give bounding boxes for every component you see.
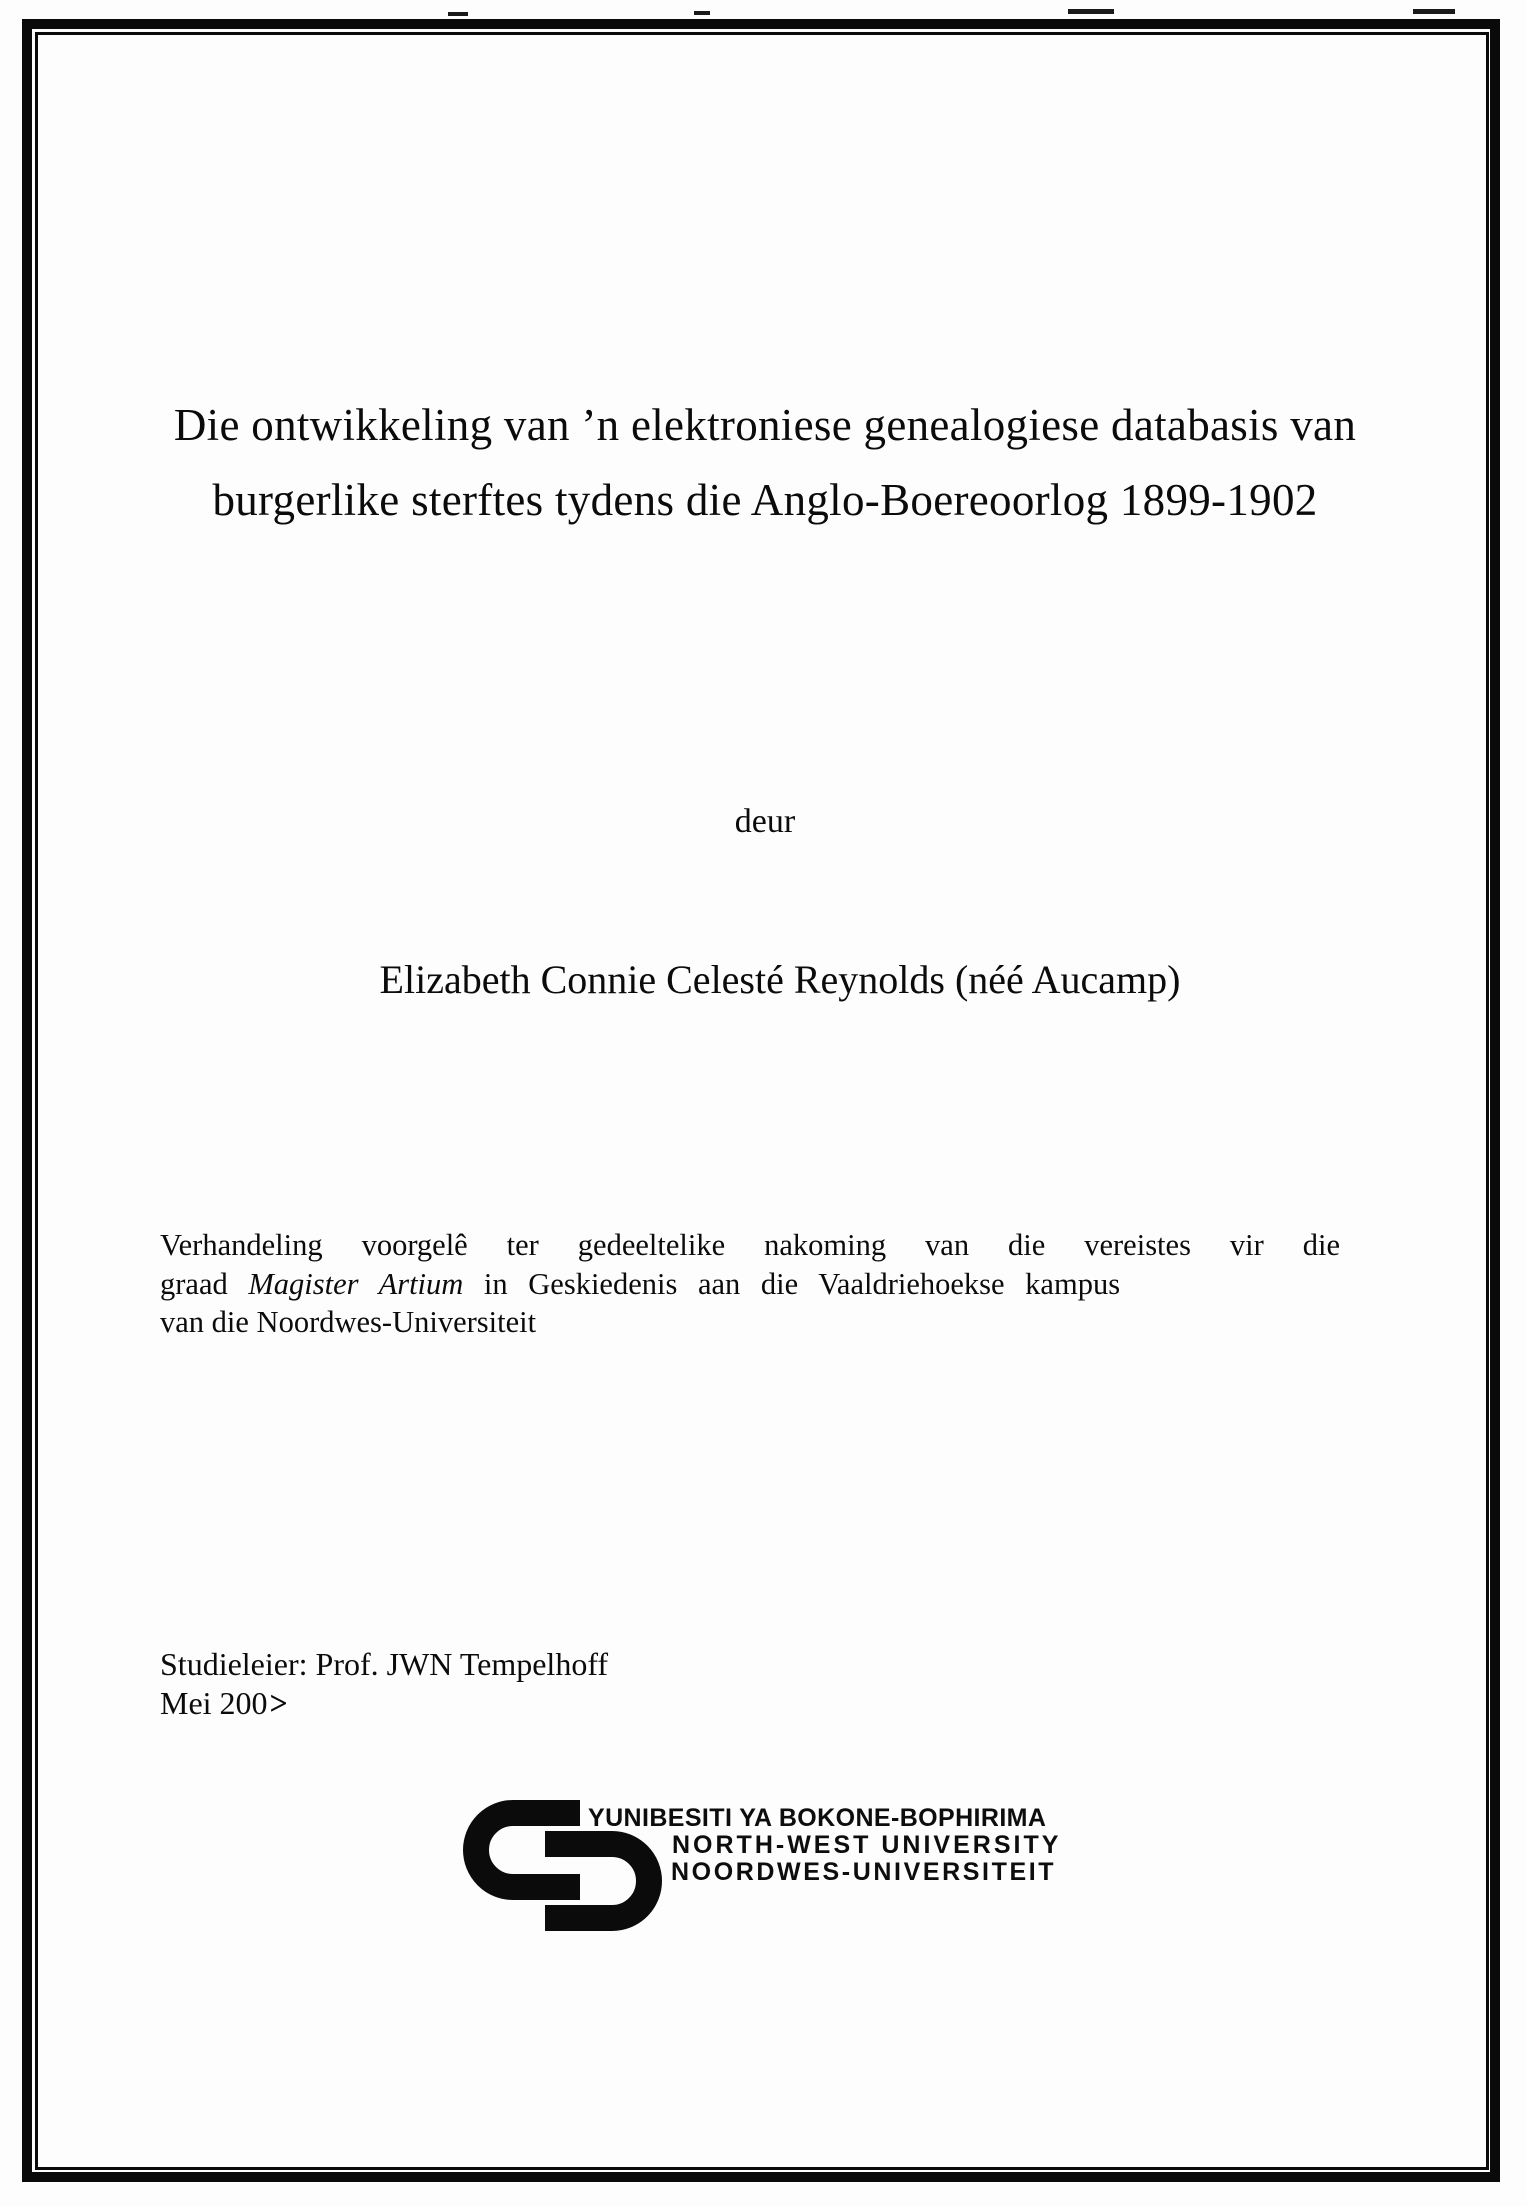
logo-text-english: NORTH-WEST UNIVERSITY: [672, 1831, 1062, 1859]
logo-text-afrikaans: NOORDWES-UNIVERSITEIT: [671, 1858, 1057, 1886]
logo-text-setswana: YUNIBESITI YA BOKONE-BOPHIRIMA: [588, 1804, 1047, 1832]
date-text: Mei 200: [160, 1685, 268, 1721]
scan-artifact: [1413, 9, 1455, 14]
declaration-line2: [160, 1265, 1340, 1304]
scan-artifact: [1068, 9, 1114, 14]
scan-artifact: [448, 12, 468, 16]
declaration-line3: van die Noordwes-Universiteit: [160, 1305, 537, 1339]
supervisor-block: [160, 1645, 608, 1723]
declaration-paragraph: [160, 1226, 1340, 1342]
date-glyph: >: [269, 1684, 288, 1722]
author-name: Elizabeth Connie Celesté Reynolds (néé Aucamp): [379, 957, 1181, 1002]
byline-label: deur: [734, 803, 796, 840]
scan-artifact: [694, 11, 710, 15]
declaration-line2-prefix: graad: [160, 1266, 249, 1301]
supervisor-line: Studieleier: Prof. JWN Tempelhoff: [160, 1646, 609, 1682]
declaration-line1: Verhandeling voorgelê ter gedeeltelike nakoming van die vereistes vir die: [160, 1228, 1340, 1262]
thesis-title-line1: Die ontwikkeling van ’n elektroniese genealogiese databasis van: [173, 400, 1357, 450]
thesis-title-line2: burgerlike sterftes tydens die Anglo-Boereoorlog 1899-1902: [212, 475, 1318, 525]
declaration-degree-name: Magister Artium: [248, 1266, 464, 1301]
date-line: [160, 1684, 608, 1723]
declaration-line2-suffix: in Geskiedenis aan die Vaaldriehoekse kampus: [463, 1266, 1121, 1301]
